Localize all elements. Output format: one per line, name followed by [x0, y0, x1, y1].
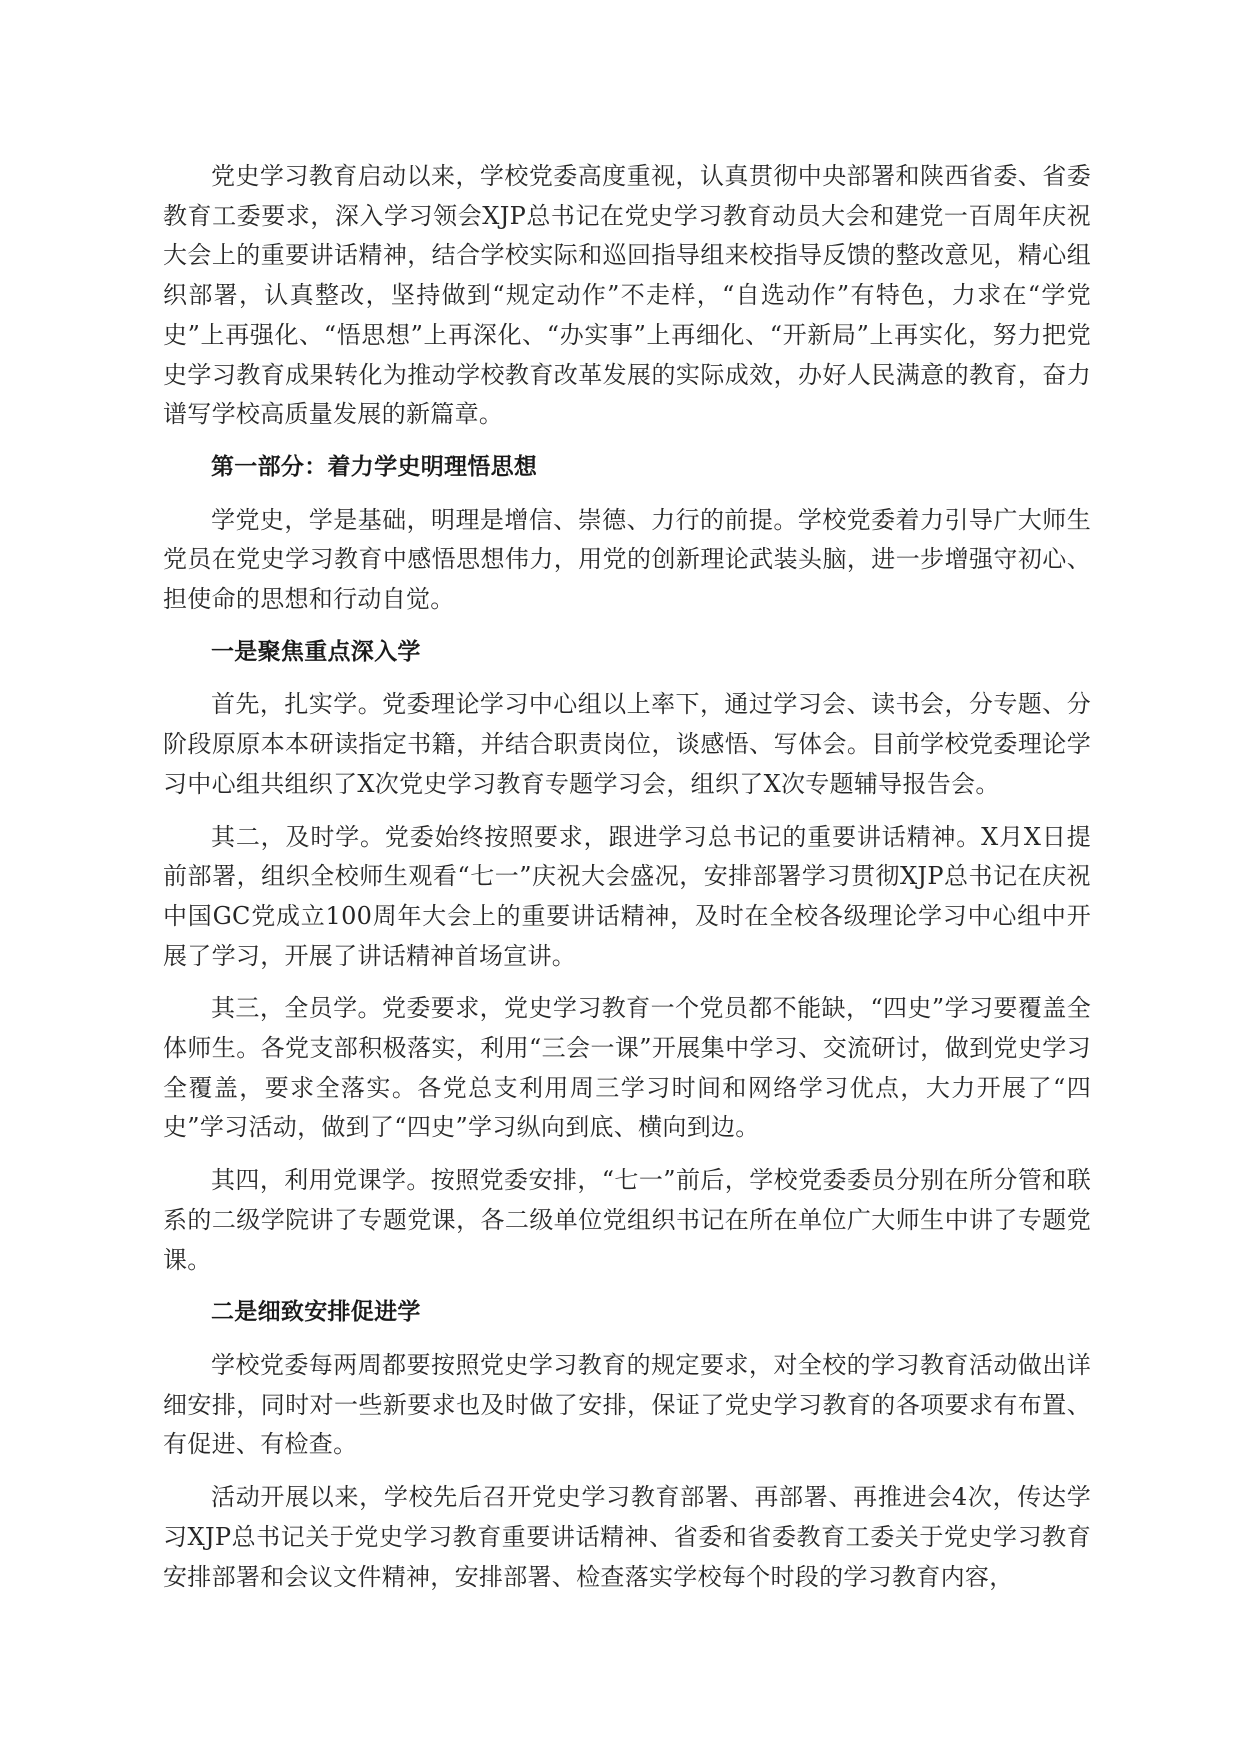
section-one-intro-paragraph: 学党史，学是基础，明理是增信、崇德、力行的前提。学校党委着力引导广大师生党员在党史学习教育中感悟思想伟力，用党的创新理论武装头脑，进一步增强守初心、担使命的思想和行动自觉。	[163, 505, 1091, 614]
subheading-focus-study: 一是聚焦重点深入学	[211, 638, 421, 665]
paragraph-all-member-study: 其三，全员学。党委要求，党史学习教育一个党员都不能缺，“四史”学习要覆盖全体师生。各党支部积极落实，利用“三会一课”开展集中学习、交流研讨，做到党史学习全覆盖，要求全落实。各党总支利用周三学习时间和网络学习优点，大力开展了“四史”学习活动，做到了“四史”学习纵向到底、横向到边。	[163, 994, 1091, 1142]
paragraph-timely-study: 其二，及时学。党委始终按照要求，跟进学习总书记的重要讲话精神。X月X日提前部署，组织全校师生观看“七一”庆祝大会盛况，安排部署学习贯彻XJP总书记在庆祝中国GC党成立100周年大会上的重要讲话精神，及时在全校各级理论学习中心组中开展了学习，开展了讲话精神首场宣讲。	[163, 822, 1091, 970]
subheading-careful-arrangement: 二是细致安排促进学	[211, 1299, 421, 1326]
paragraph-party-lecture-study: 其四，利用党课学。按照党委安排，“七一”前后，学校党委委员分别在所分管和联系的二级学院讲了专题党课，各二级单位党组织书记在所在单位广大师生中讲了专题党课。	[163, 1166, 1091, 1274]
paragraph-meetings-held: 活动开展以来，学校先后召开党史学习教育部署、再部署、再推进会4次，传达学习XJP总书记关于党史学习教育重要讲话精神、省委和省委教育工委关于党史学习教育安排部署和会议文件精神，安排部署、检查落实学校每个时段的学习教育内容，	[163, 1483, 1091, 1591]
section-heading-part-one: 第一部分：着力学史明理悟思想	[211, 453, 538, 480]
intro-paragraph: 党史学习教育启动以来，学校党委高度重视，认真贯彻中央部署和陕西省委、省委教育工委要求，深入学习领会XJP总书记在党史学习教育动员大会和建党一百周年庆祝大会上的重要讲话精神，结合学校实际和巡回指导组来校指导反馈的整改意见，精心组织部署，认真整改，坚持做到“规定动作”不走样，“自选动作”有特色，力求在“学党史”上再强化、“悟思想”上再深化、“办实事”上再细化、“开新局”上再实化，努力把党史学习教育成果转化为推动学校教育改革发展的实际成效，办好人民满意的教育，奋力谱写学校高质量发展的新篇章。	[163, 162, 1091, 429]
document-body	[163, 157, 1091, 1610]
paragraph-biweekly-arrangement: 学校党委每两周都要按照党史学习教育的规定要求，对全校的学习教育活动做出详细安排，同时对一些新要求也及时做了安排，保证了党史学习教育的各项要求有布置、有促进、有检查。	[163, 1350, 1091, 1459]
paragraph-solid-study: 首先，扎实学。党委理论学习中心组以上率下，通过学习会、读书会，分专题、分阶段原原本本研读指定书籍，并结合职责岗位，谈感悟、写体会。目前学校党委理论学习中心组共组织了X次党史学习教育专题学习会，组织了X次专题辅导报告会。	[163, 690, 1091, 798]
